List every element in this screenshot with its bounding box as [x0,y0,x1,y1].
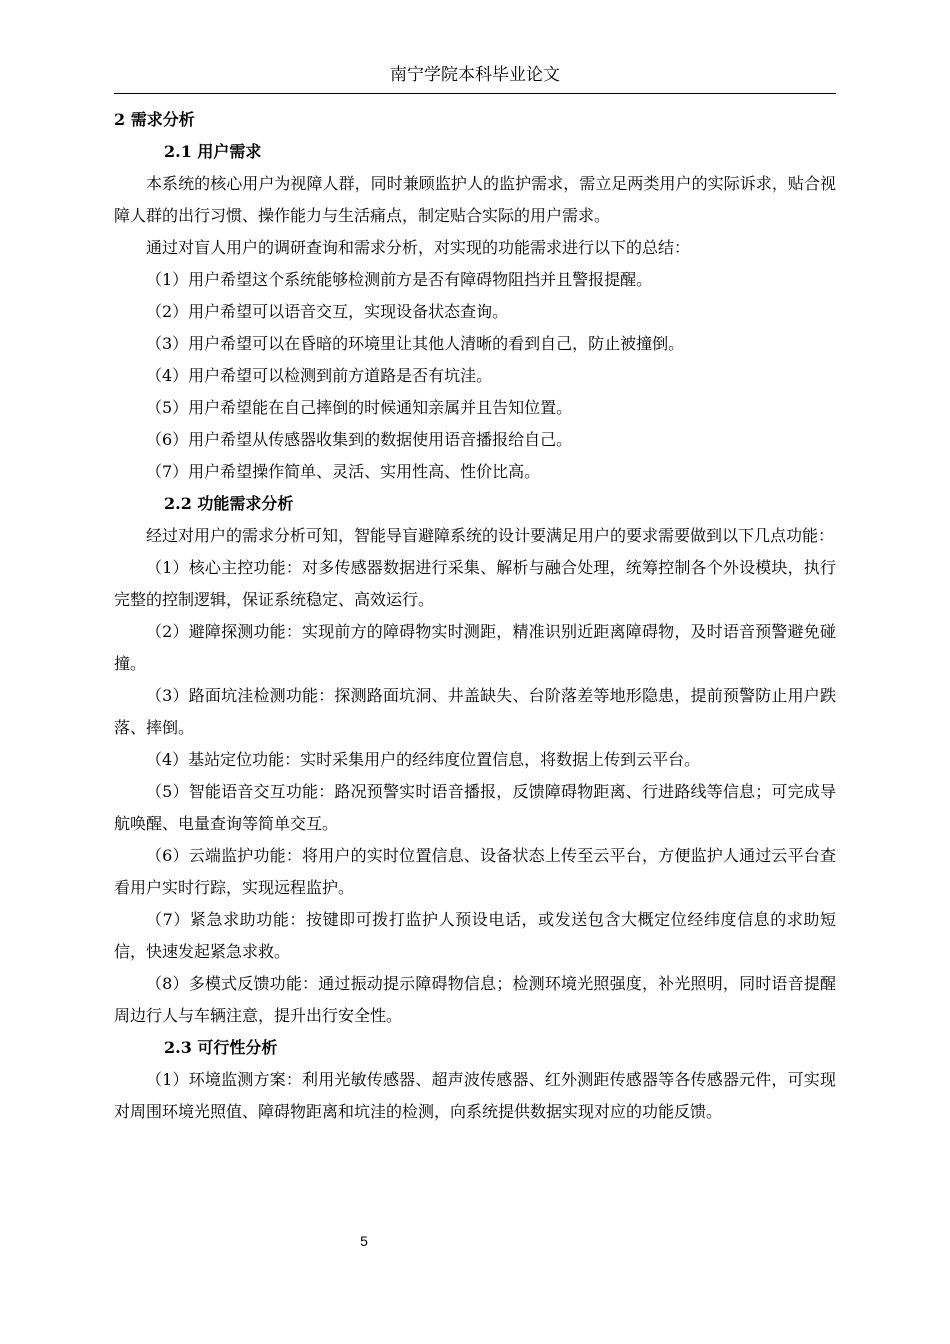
list-item: （5）用户希望能在自己摔倒的时候通知亲属并且告知位置。 [146,398,573,417]
paragraph-user-needs-lead: 通过对盲人用户的调研查询和需求分析，对实现的功能需求进行以下的总结： [146,238,691,257]
list-item: （1）环境监测方案：利用光敏传感器、超声波传感器、红外测距传感器等各传感器元件，可实现对周围环境光照值、障碍物距离和坑洼的检测，向系统提供数据实现对应的功能反馈。 [114,1070,836,1121]
list-item: （5）智能语音交互功能：路况预警实时语音播报，反馈障碍物距离、行进路线等信息；可完成导航唤醒、电量查询等简单交互。 [114,782,836,833]
section-heading-2-3: 2.3 可行性分析 [164,1038,278,1057]
page-number: 5 [360,1233,368,1249]
list-item: （6）云端监护功能：将用户的实时位置信息、设备状态上传至云平台，方便监护人通过云平台查看用户实时行踪，实现远程监护。 [114,846,836,897]
list-item: （8）多模式反馈功能：通过振动提示障碍物信息；检测环境光照强度，补光照明，同时语音提醒周边行人与车辆注意，提升出行安全性。 [114,974,836,1025]
section-heading-2-1: 2.1 用户需求 [164,142,262,161]
chapter-heading: 2 需求分析 [114,110,195,129]
page-body [114,103,836,1128]
list-item: （7）用户希望操作简单、灵活、实用性高、性价比高。 [146,462,541,481]
list-item: （2）用户希望可以语音交互，实现设备状态查询。 [146,302,509,321]
header-divider [114,93,836,94]
list-item: （4）基站定位功能：实时采集用户的经纬度位置信息，将数据上传到云平台。 [146,750,701,769]
list-item: （2）避障探测功能：实现前方的障碍物实时测距，精准识别近距离障碍物，及时语音预警避免碰撞。 [114,622,836,673]
section-heading-2-2: 2.2 功能需求分析 [164,494,294,513]
list-item: （4）用户希望可以检测到前方道路是否有坑洼。 [146,366,493,385]
list-item: （1）核心主控功能：对多传感器数据进行采集、解析与融合处理，统筹控制各个外设模块，执行完整的控制逻辑，保证系统稳定、高效运行。 [114,558,836,609]
list-item: （1）用户希望这个系统能够检测前方是否有障碍物阻挡并且警报提醒。 [146,270,653,289]
paragraph-user-needs-intro: 本系统的核心用户为视障人群，同时兼顾监护人的监护需求，需立足两类用户的实际诉求，贴合视障人群的出行习惯、操作能力与生活痛点，制定贴合实际的用户需求。 [114,174,836,225]
list-item: （6）用户希望从传感器收集到的数据使用语音播报给自己。 [146,430,573,449]
list-item: （3）用户希望可以在昏暗的环境里让其他人清晰的看到自己，防止被撞倒。 [146,334,685,353]
list-item: （3）路面坑洼检测功能：探测路面坑洞、井盖缺失、台阶落差等地形隐患，提前预警防止用户跌落、摔倒。 [114,686,836,737]
running-header: 南宁学院本科毕业论文 [390,65,560,85]
list-item: （7）紧急求助功能：按键即可拨打监护人预设电话，或发送包含大概定位经纬度信息的求助短信，快速发起紧急求救。 [114,910,836,961]
paragraph-function-intro: 经过对用户的需求分析可知，智能导盲避障系统的设计要满足用户的要求需要做到以下几点功能： [146,526,835,545]
